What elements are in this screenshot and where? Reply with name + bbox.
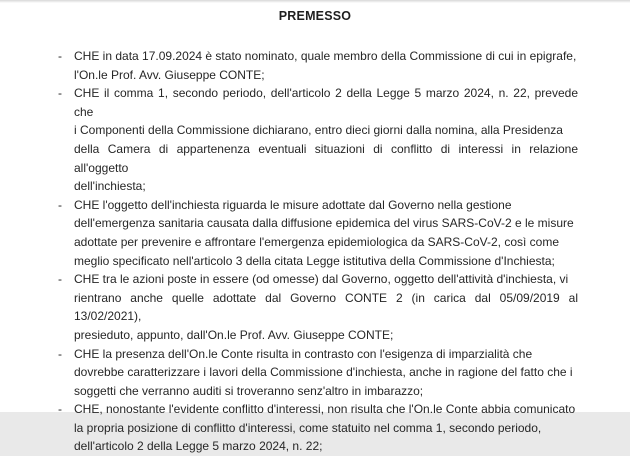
text-line: rientrano anche quelle adottate dal Governo CONTE 2 (in carica dal 05/09/2019 al 13/02/2021), — [74, 290, 578, 324]
text-line: CHE l'oggetto dell'inchiesta riguarda le misure adottate dal Governo nella gestione — [74, 197, 512, 212]
list-dash: - — [58, 86, 62, 101]
text-line: meglio specificato nell'articolo 3 della citata Legge istitutiva della Commissione d'Inchiesta; — [74, 253, 555, 268]
text-line: adottate per prevenire e affrontare l'emergenza epidemiologica da SARS-CoV-2, così come — [74, 234, 560, 249]
text-line: CHE la presenza dell'On.le Conte risulta in contrasto con l'esigenza di imparzialità che — [74, 346, 533, 361]
list-dash: - — [58, 272, 62, 287]
premise-item — [58, 47, 578, 84]
text-line: la propria posizione di conflitto d'interessi, come statuito nel comma 1, secondo periodo, — [74, 420, 542, 435]
text-line: CHE tra le azioni poste in essere (od omesse) dal Governo, oggetto dell'attività d'inchiesta, vi — [74, 272, 569, 287]
premise-item — [58, 400, 578, 456]
text-line: CHE in data 17.09.2024 è stato nominato, quale membro della Commissione di cui in epigrafe, — [74, 49, 577, 63]
premise-text — [74, 400, 578, 456]
premise-item — [58, 84, 578, 196]
text-line: i Componenti della Commissione dichiarano, entro dieci giorni dalla nomina, alla Presidenza — [74, 123, 563, 138]
premise-text — [74, 270, 578, 344]
document-heading: PREMESSO — [278, 9, 352, 23]
text-line: dovrebbe caratterizzare i lavori della Commissione d'inchiesta, anche in ragione del fatto che i — [74, 365, 573, 380]
premise-text — [74, 196, 578, 270]
text-line: della Camera di appartenenza eventuali situazioni di conflitto di interessi in relazione all'oggetto — [74, 141, 578, 175]
text-line: dell'articolo 2 della Legge 5 marzo 2024, n. 22; — [74, 439, 323, 454]
text-line: presieduto, appunto, dall'On.le Prof. Avv. Giuseppe CONTE; — [74, 327, 394, 342]
list-dash: - — [58, 197, 62, 212]
text-line: dell'inchiesta; — [74, 179, 146, 194]
page-edge-shadow — [0, 0, 630, 3]
list-dash: - — [58, 346, 62, 361]
premise-item — [58, 345, 578, 401]
premise-text — [74, 47, 578, 84]
premise-text — [74, 345, 578, 401]
premise-text — [74, 84, 578, 196]
text-line: l'On.le Prof. Avv. Giuseppe CONTE; — [74, 67, 265, 82]
premise-item — [58, 196, 578, 270]
text-line: CHE il comma 1, secondo periodo, dell'articolo 2 della Legge 5 marzo 2024, n. 22, prevede che — [74, 86, 578, 119]
premise-item — [58, 270, 578, 344]
premise-list — [58, 47, 578, 456]
text-line: soggetti che verranno auditi si troveranno senz'altro in imbarazzo; — [74, 383, 424, 398]
text-line: dell'emergenza sanitaria causata dalla diffusione epidemica del virus SARS-CoV-2 e le misure — [74, 216, 574, 231]
text-line: CHE, nonostante l'evidente conflitto d'interessi, non risulta che l'On.le Conte abbia comunicato — [74, 402, 576, 417]
list-dash: - — [58, 402, 62, 417]
list-dash: - — [58, 49, 62, 63]
